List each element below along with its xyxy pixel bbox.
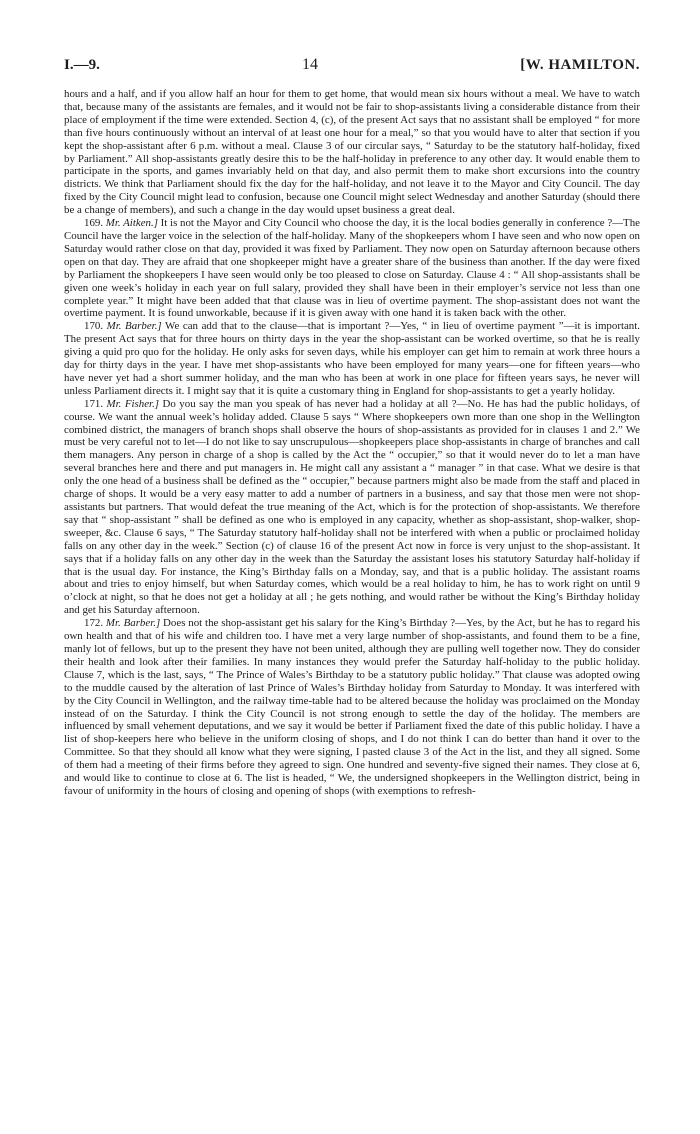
paragraph-text: It is not the Mayor and City Council who choose the day, it is the local bodies generally in conference ?—The Council have the larger voice in the selection of the half-holiday. Many of the shopkeepers whom I have seen and who now open on Saturday would rather close on that day, provided it was fixed by Parliament. They now open on Saturday afternoon because others open on that day. They are afraid that one shopkeeper might have a greater share of the business than another. If the day were fixed by Parliament the shopkeepers I have seen would only be too pleased to close on Saturday. Clause 4 : “ All shop-assistants shall be given one week’s holiday in each year on full salary, provided they shall have been in their employer’s service not less than one complete year.” It might have been added that that clause was in lieu of overtime payment. The shop-assistant does not want the overtime payment. It is found unworkable, because if it is given away with one hand it is taken back with the other. [64, 217, 640, 320]
page-number: 14 [302, 56, 319, 73]
document-body [64, 88, 640, 798]
paragraph-text: Does not the shop-assistant get his salary for the King’s Birthday ?—Yes, by the Act, but he has to regard his own health and that of his wife and children too. I have met a very large number of shop-assistants, and found them to be a fine, manly lot of fellows, but up to the present they have not been united, although they are pulling well together now. They do consider their health and look after their families. In many instances they would prefer the Saturday half-holiday to the public holiday. Clause 7, which is the last, says, “ The Prince of Wales’s Birthday to be a statutory public holiday.” That clause was adopted owing to the muddle caused by the alteration of last Prince of Wales’s Birthday holiday from Saturday to Monday. It was interfered with by the City Council in Wellington, and the railway time-table had to be altered because the holiday was proclaimed on the Monday instead of on the Saturday. I think the City Council is not strong enough to settle the day of the holiday. The members are influenced by small vehement deputations, and we say it would be better if Parliament fixed the date of this public holiday. I have a list of shop-keepers here who believe in the uniform closing of shops, and I do not think I can do better than hand it over to the Committee. So that they should all know what they were signing, I pasted clause 3 of the Act in the list, and they all signed. Some of them had a meeting of their firms before they agreed to sign. One hundred and seventy-five signed their names. They close at 6, and would like to continue to close at 6. The list is headed, “ We, the undersigned shopkeepers in the Wellington district, being in favour of uniformity in the hours of closing and opening of shops (with exemptions to refresh- [64, 617, 640, 797]
question-number: 169. [84, 217, 104, 230]
witness-name: [W. HAMILTON. [520, 57, 640, 73]
paragraph-text: hours and a half, and if you allow half an hour for them to get home, that would mean six hours without a meal. We have to watch that, because many of the assistants are females, and it would not be fair to shop-assistants living a considerable distance from their place of employment if the time were extended. Section 4, (c), of the present Act says that no assistant shall be employed “ for more than five hours continuously without an interval of at least one hour for a meal,” so that you would have to alter that section if you kept the shop-assistant after 6 p.m. without a meal. Clause 3 of our circular says, “ Saturday to be the statutory half-holiday, fixed by Parliament.” All shop-assistants greatly desire this to be the half-holiday in preference to any other day. It would enable them to participate in the sports, and games invariably held on that day, and also permit them to make short excursions into the country districts. We think that Parliament should fix the day for the half-holiday, and not leave it to the Mayor and City Council. The day fixed by the City Council might lead to confusion, because one Council might select Wednesday and another Saturday (should there be a change of members), and such a change in the day would upset business a great deal. [64, 88, 640, 217]
question-number: 172. [84, 617, 104, 630]
section-reference: I.—9. [64, 57, 100, 73]
question-172 [64, 617, 640, 798]
speaker-name: Mr. Barber.] [105, 617, 161, 630]
speaker-name: Mr. Barber.] [106, 320, 162, 333]
paragraph-continuation [64, 88, 640, 217]
question-number: 170. [84, 320, 104, 333]
question-170 [64, 320, 640, 397]
paragraph-text: Do you say the man you speak of has never had a holiday at all ?—No. He has had the public holidays, of course. We want the annual week’s holiday added. Clause 5 says “ Where shopkeepers own more than one shop in the Wellington combined district, the managers of branch shops shall observe the hours of shop-assistants as provided for in clauses 1 and 2.” We must be very careful not to let—I do not like to say unscrupulous—shopkeepers place shop-assistants in charge of branches and call them managers. Any person in charge of a shop is called by the Act the “ occupier,” so that it would never do to let a man have several branches here and there and put managers in. He might call any assistant a “ manager ” in that case. What we desire is that only the one head of a business shall be defined as the “ occupier,” because partners might also be made from the staff and placed in charge of shops. It would be a very easy matter to add a number of partners in a business, and say that those men were not shop-assistants but partners. That would defeat the true meaning of the Act, which is for the protection of shop-assistants. We therefore say that “ shop-assistant ” shall be defined as one who is employed in any capacity, whether as shop-assistant, shop-walker, shop-sweeper, &c. Clause 6 says, “ The Saturday statutory half-holiday shall not be interfered with when a public or proclaimed holiday falls on any other day in the week.” Section (c) of clause 16 of the present Act now in force is very unjust to the shop-assistant. It says that if a holiday falls on any other day in the week than the Saturday the assistant loses his statutory Saturday half-holiday if that is the usual day. For instance, the King’s Birthday falls on a Monday, say, and that is a public holiday. The assistant roams about and tries to enjoy himself, but when Saturday comes, which would be a real holiday to him, he has to work right on until 9 o’clock at night, so that he does not get a holiday at all ; he gets nothing, and would rather be without the King’s Birthday holiday and get his Saturday afternoon. [64, 397, 641, 617]
question-169 [64, 217, 640, 320]
page-header [64, 56, 640, 74]
question-171 [64, 398, 640, 617]
question-number: 171. [84, 397, 104, 410]
speaker-name: Mr. Aitken.] [105, 217, 158, 230]
speaker-name: Mr. Fisher.] [106, 397, 160, 410]
paragraph-text: We can add that to the clause—that is important ?—Yes, “ in lieu of overtime payment ”—it is important. The present Act says that for three hours on thirty days in the year the shop-assistant can be worked overtime, so that he is really giving a quid pro quo for the holiday. He only asks for seven days, while his employer can get him to remain at work three hours a day for thirty days in the year. I have met shop-assistants who have been employed for many years—one for fifteen years—who have never yet had a short summer holiday, and the man who has been at work in one place for fifteen years says, he never will unless Parliament directs it. I might say that it is quite a customary thing in England for shop-assistants to get a yearly holiday. [64, 320, 641, 397]
